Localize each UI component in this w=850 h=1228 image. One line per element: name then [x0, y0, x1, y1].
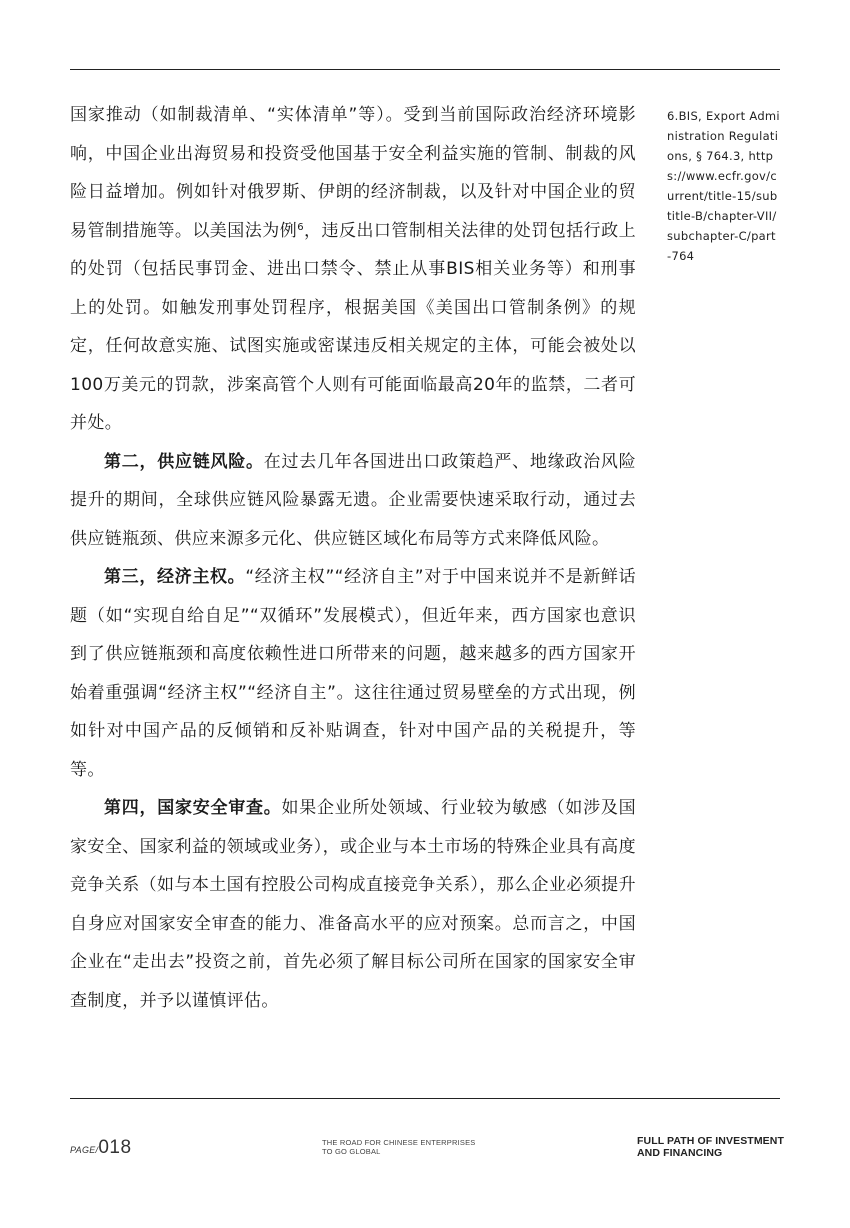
paragraph-text: 在过去几年各国进出口政策趋严、地缘政治风险提升的期间，全球供应链风险暴露无遗。企业需要快速采取行动，通过去供应链瓶颈、供应来源多元化、供应链区域化布局等方式来降低风险。 [70, 451, 636, 549]
series-title-line: TO GO GLOBAL [322, 1147, 381, 1156]
paragraph-text: ，违反出口管制相关法律的处罚包括行政上的处罚（包括民事罚金、进出口禁令、禁止从事BIS相关业务等）和刑事上的处罚。如触发刑事处罚程序，根据美国《美国出口管制条例》的规定，任何故意实施、试图实施或密谋违反相关规定的主体，可能会被处以100万美元的罚款，涉案高管个人则有可能面临最高20年的监禁，二者可并处。 [70, 220, 636, 433]
sidenote-footnote: 6.BIS, Export Administration Regulations, § 764.3, https://www.ecfr.gov/current/title-15/subtitle-B/chapter-VII/subchapter-C/part-764 [667, 109, 780, 263]
paragraph-supply-chain [70, 443, 636, 559]
report-title-line: FULL PATH OF INVESTMENT [637, 1135, 784, 1147]
series-title-line: THE ROAD FOR CHINESE ENTERPRISES [322, 1138, 476, 1147]
footnote-reference[interactable]: 6 [297, 221, 304, 233]
paragraph-heading: 第二，供应链风险。 [104, 451, 264, 472]
paragraph-heading: 第三，经济主权。 [104, 567, 246, 587]
paragraph-export-control [70, 96, 636, 443]
report-title-line: AND FINANCING [637, 1147, 723, 1159]
page-number: 018 [98, 1137, 132, 1158]
paragraph-text: 如果企业所处领域、行业较为敏感（如涉及国家安全、国家利益的领域或业务），或企业与本土市场的特殊企业具有高度竞争关系（如与本土国有控股公司构成直接竞争关系），那么企业必须提升自身应对国家安全审查的能力、准备高水平的应对预案。总而言之，中国企业在“走出去”投资之前，首先必须了解目标公司所在国家的国家安全审查制度，并予以谨慎评估。 [70, 798, 637, 1011]
paragraph-economic-sovereignty [70, 558, 636, 789]
page-number-block [70, 1137, 132, 1159]
series-title [322, 1138, 522, 1156]
bottom-divider [70, 1098, 780, 1099]
report-title [637, 1135, 787, 1159]
paragraph-text: 国家推动（如制裁清单、“实体清单”等）。受到当前国际政治经济环境影响，中国企业出海贸易和投资受他国基于安全利益实施的管制、制裁的风险日益增加。例如针对俄罗斯、伊朗的经济制裁，以及针对中国企业的贸易管制措施等。以美国法为例 [70, 105, 636, 241]
top-divider [70, 69, 780, 70]
paragraph-security-review [70, 789, 636, 1020]
paragraph-heading: 第四，国家安全审查。 [104, 798, 282, 818]
page-label: PAGE/ [70, 1145, 99, 1155]
main-text [70, 96, 636, 1020]
paragraph-text: “经济主权”“经济自主”对于中国来说并不是新鲜话题（如“实现自给自足”“双循环”发展模式），但近年来，西方国家也意识到了供应链瓶颈和高度依赖性进口所带来的问题，越来越多的西方国家开始着重强调“经济主权”“经济自主”。这往往通过贸易壁垒的方式出现，例如针对中国产品的反倾销和反补贴调查，针对中国产品的关税提升，等等。 [70, 567, 636, 780]
